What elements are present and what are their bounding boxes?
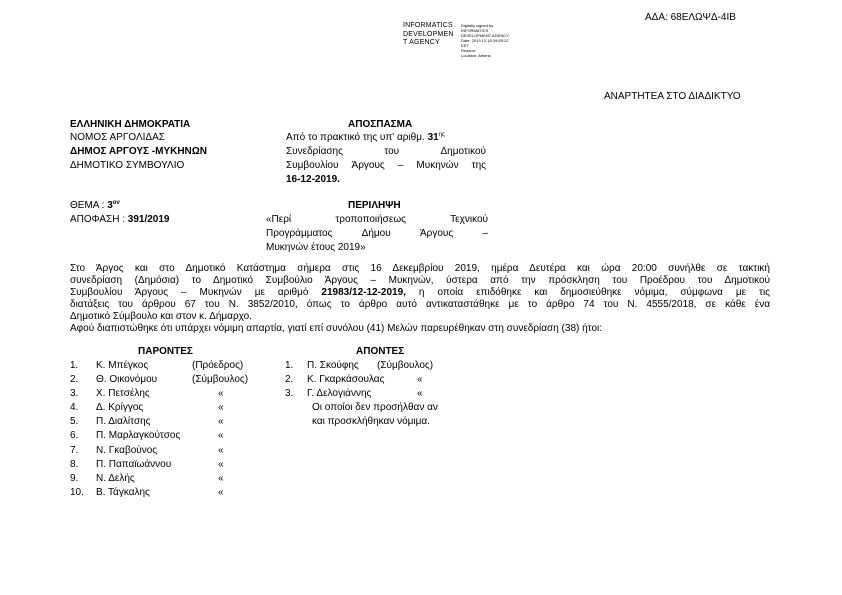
republic-heading: ΕΛΛΗΝΙΚΗ ΔΗΜΟΚΡΑΤΙΑ (70, 119, 191, 130)
theme-value: 3 (107, 200, 113, 211)
municipality: ΔΗΜΟΣ ΑΡΓΟΥΣ -ΜΥΚΗΝΩΝ (70, 146, 208, 157)
member-number: 1. (285, 360, 294, 371)
body-line (70, 287, 770, 299)
theme-suffix: ον (112, 200, 120, 206)
word: – (482, 228, 488, 239)
member-number: 7. (70, 444, 79, 456)
decision-number: 391/2019 (127, 214, 170, 225)
member-name: Π. Μαρλαγκούτσος (96, 430, 181, 442)
member-number: 10. (70, 486, 84, 498)
signature-line: Location: Athens (461, 53, 491, 58)
prefecture: ΝΟΜΟΣ ΑΡΓΟΛΙΔΑΣ (70, 132, 165, 143)
member-number: 2. (285, 374, 294, 386)
body-line: Στο Άργος και στο Δημοτικό Κατάστημα σήμερα στις 16 Δεκεμβρίου 2019, ημέρα Δευτέρα και ώρα 20:00 συνήλθε σε τακτική (70, 263, 770, 274)
excerpt-line-1 (286, 132, 445, 143)
member-name: Π. Παπαϊωάννου (96, 458, 172, 470)
member-role: « (218, 486, 224, 498)
quorum-line: Αφού διαπιστώθηκε ότι υπάρχει νόμιμη απαρτία, γιατί επί συνόλου (41) Μελών παρευρέθηκαν στη συνεδρίαση (38) ήτοι: (70, 323, 603, 334)
body-text: Συμβουλίου Άργους – Μυκηνών με αριθμό (70, 287, 309, 298)
session-suffix: ης (438, 132, 445, 138)
absent-note (312, 401, 438, 429)
excerpt-line-3 (286, 160, 486, 171)
member-number: 3. (70, 388, 79, 400)
member-role: « (417, 388, 423, 400)
member-name: Δ. Κρίγγος (96, 402, 144, 414)
digital-signature (461, 23, 509, 58)
word: Άργους (351, 160, 385, 171)
logo-line: DEVELOPMEN (403, 30, 454, 38)
member-name: Κ. Μπέγκος (96, 360, 149, 371)
member-name: Β. Τάγκαλης (96, 486, 150, 498)
member-role: « (218, 388, 224, 400)
member-number: 6. (70, 430, 79, 442)
signature-line: Date: 2019.12.18 09:55:12 (461, 38, 509, 43)
member-number: 2. (70, 374, 79, 386)
member-name: Π. Σκούφης (307, 360, 359, 371)
member-role: « (218, 402, 224, 414)
word: Άργους (419, 228, 454, 239)
word: Συνεδρίασης (286, 146, 343, 157)
word: Δήμου (361, 228, 391, 239)
signature-line: Digitally signed by (461, 23, 494, 28)
summary-line-1 (266, 214, 488, 225)
body-paragraph (70, 263, 770, 335)
theme-label: ΘΕΜΑ : (70, 200, 105, 211)
body-text: η οποία επιδόθηκε και δημοσιεύθηκε νόμιμα, σύμφωνα με τις (418, 287, 771, 298)
member-role: « (218, 430, 224, 442)
member-number: 1. (70, 360, 79, 371)
theme-line (70, 200, 120, 211)
council: ΔΗΜΟΤΙΚΟ ΣΥΜΒΟΥΛΙΟ (70, 160, 185, 171)
member-number: 9. (70, 472, 79, 484)
member-name: Ν. Δελής (96, 472, 135, 484)
logo-line: T AGENCY (403, 39, 440, 46)
absent-header: ΑΠΟΝΤΕΣ (356, 346, 405, 357)
word: Δημοτικού (440, 146, 486, 157)
summary-line-2 (266, 228, 488, 239)
body-line: συνεδρίαση (Δημόσια) το Δημοτικό Συμβούλιο Άργους – Μυκηνών, ύστερα από την πρόσκληση του Προέδρου του Δημοτικού (70, 275, 770, 286)
signature-line: Reason: (461, 48, 476, 53)
body-line: Δημοτικό Σύμβουλο και στον κ. Δήμαρχο. (70, 311, 252, 322)
member-name: Ν. Γκαβούνος (96, 444, 158, 456)
word: «Περί (266, 214, 292, 225)
word: Μυκηνών (416, 160, 459, 171)
word: Τεχνικού (450, 214, 488, 225)
word: της (471, 160, 486, 171)
member-role: « (218, 472, 224, 484)
body-line: διατάξεις του άρθρου 67 του Ν. 3852/2010, όπως το άρθρο αυτό αντικαταστάθηκε με το άρθρο 74 του Ν. 4555/2018, σε κάθε ένα (70, 299, 770, 310)
word: Προγράμματος (266, 228, 333, 239)
word: τροποποιήσεως (335, 214, 406, 225)
post-online-note: ΑΝΑΡΤΗΤΕΑ ΣΤΟ ΔΙΑΔΙΚΤΥΟ (604, 91, 741, 102)
member-role: (Σύμβουλος) (192, 374, 249, 386)
logo-line: INFORMATICS (403, 22, 453, 29)
member-role: « (218, 416, 224, 428)
signature-line: DEVELOPMENT AGENCY (461, 33, 509, 38)
summary-title: ΠΕΡΙΛΗΨΗ (348, 200, 401, 211)
excerpt-text: Από το πρακτικό της υπ' αριθμ. (286, 132, 425, 143)
member-role: (Πρόεδρος) (192, 360, 244, 371)
member-number: 3. (285, 388, 294, 400)
member-name: Π. Διαλίτσης (96, 416, 151, 428)
signature-line: EET (461, 43, 469, 48)
excerpt-line-2 (286, 146, 486, 157)
session-date: 16-12-2019. (286, 174, 340, 185)
session-number: 31 (427, 132, 439, 143)
member-name: Θ. Οικονόμου (96, 374, 158, 386)
member-name: Χ. Πετσέλης (96, 388, 150, 400)
member-number: 8. (70, 458, 79, 470)
invitation-number: 21983/12-12-2019, (321, 287, 406, 298)
word: Συμβουλίου (286, 160, 339, 171)
summary-line-3: Μυκηνών έτους 2019» (266, 242, 366, 253)
member-role: « (218, 458, 224, 470)
word: του (384, 146, 400, 157)
absent-note-line: Οι οποίοι δεν προσήλθαν αν (312, 402, 438, 413)
member-role: « (218, 444, 224, 456)
member-number: 4. (70, 402, 79, 414)
decision-line (70, 214, 170, 225)
member-name: Κ. Γκαρκάσουλας (307, 374, 385, 386)
present-header: ΠΑΡΟΝΤΕΣ (138, 346, 193, 357)
member-number: 5. (70, 416, 79, 428)
ada-code: ΑΔΑ: 68ΕΛΩΨΔ-4ΙΒ (645, 12, 736, 23)
absent-note-line: και προσκλήθηκαν νόμιμα. (312, 416, 430, 428)
excerpt-title: ΑΠΟΣΠΑΣΜΑ (348, 119, 413, 130)
member-name: Γ. Δελογιάννης (307, 388, 372, 400)
word: – (397, 160, 404, 171)
member-role: (Σύμβουλος) (377, 360, 434, 371)
decision-label: ΑΠΟΦΑΣΗ : (70, 214, 125, 225)
logo-text (403, 22, 454, 48)
signature-line: INFORMATICS (461, 28, 489, 33)
member-role: « (417, 374, 423, 386)
